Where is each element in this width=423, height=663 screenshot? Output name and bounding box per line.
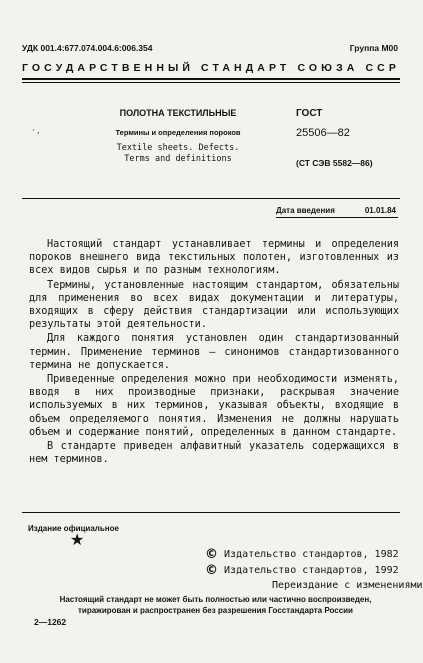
intro-date-value: 01.01.84: [364, 206, 396, 215]
body-text: [29, 238, 399, 467]
paragraph: Термины, установленные настоящим стандартом, обязательны для применения во всех видах документации и литературы, входящих в сферу действия стандартизации или использующих результаты этой деятельности.: [29, 279, 399, 331]
copyright-icon: ©: [205, 563, 218, 578]
document-title: ПОЛОТНА ТЕКСТИЛЬНЫЕ: [119, 108, 237, 118]
intro-date-label: Дата введения: [276, 206, 335, 215]
copyright-icon: ©: [205, 547, 218, 562]
document-subtitle: Термины и определения пороков: [115, 128, 241, 137]
gost-number: 25506—82: [296, 127, 350, 139]
header-line: [22, 43, 398, 63]
intro-date-underline: [276, 217, 398, 218]
official-edition-label: Издание официальное: [28, 524, 119, 533]
udk-code: УДК 001.4:677.074.004.6:006.354: [22, 43, 153, 53]
copyright-1992: [205, 563, 399, 578]
paragraph: В стандарте приведен алфавитный указатель содержащихся в нем терминов.: [29, 441, 399, 466]
reproduction-notice: [28, 594, 403, 616]
state-standard-banner: ГОСУДАРСТВЕННЫЙ СТАНДАРТ СОЮЗА ССР: [22, 62, 400, 74]
gost-label: ГОСТ: [296, 108, 323, 119]
copyright-1982: [205, 547, 399, 562]
paragraph: Для каждого понятия установлен один стандартизованный термин. Применение терминов — синонимов стандартизованного термина не допускается.: [29, 333, 399, 371]
group-code: Группа М00: [349, 43, 398, 53]
reprint-note: Переиздание с изменениями: [272, 580, 423, 591]
english-title-line-1: Textile sheets. Defects.: [116, 143, 240, 153]
star-icon: ★: [70, 530, 85, 549]
english-title-line-2: Terms and definitions: [124, 154, 232, 164]
margin-tick-mark: · ‚: [32, 126, 40, 135]
paragraph: Настоящий стандарт устанавливает термины и определения пороков внешнего вида текстильных полотен, изготовленных из всех видов сырья и по разным технологиям.: [29, 239, 399, 277]
document-title-block: [78, 108, 278, 165]
gost-block: [296, 108, 373, 168]
title-divider: [22, 198, 400, 199]
copyright-1982-text: Издательство стандартов, 1982: [224, 549, 399, 560]
copyright-1992-text: Издательство стандартов, 1992: [224, 565, 399, 576]
print-code: 2—1262: [34, 617, 67, 627]
paragraph: Приведенные определения можно при необходимости изменять, вводя в них производные признаки, раскрывая значение используемых в них терминов, указывая объекты, входящие в объем определяемого понятия. Изменения не должны нарушать объем и содержание понятий, определенных в данном стандарте.: [29, 374, 399, 438]
st-sev-number: (СТ СЭВ 5582—86): [296, 158, 373, 168]
notice-line-1: Настоящий стандарт не может быть полностью или частично воспроизведен,: [59, 595, 372, 604]
header-rule-bottom: [22, 82, 400, 83]
footer-divider: [22, 512, 400, 513]
notice-line-2: тиражирован и распространен без разрешения Госстандарта России: [78, 606, 353, 615]
header-rule-top: [22, 78, 400, 80]
